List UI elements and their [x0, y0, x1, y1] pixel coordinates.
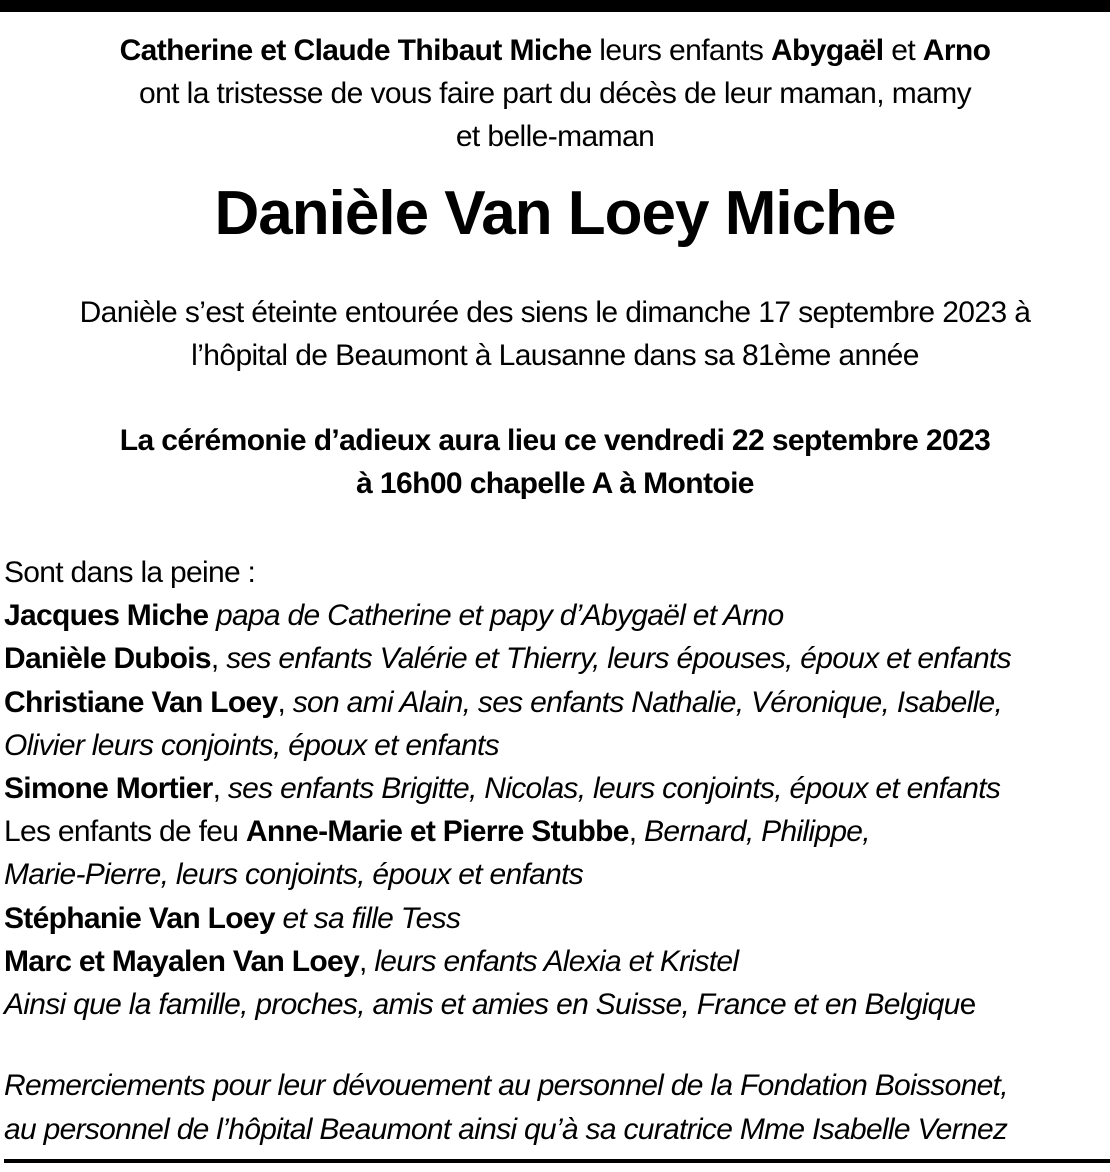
mourner-separator: , [628, 815, 645, 849]
mourner-name: Christiane Van Loey [4, 685, 278, 719]
mourner-entry-continued [4, 724, 1110, 767]
mourner-entry [4, 594, 1110, 637]
ceremony-notice [0, 419, 1110, 505]
mourner-detail: et sa fille Tess [282, 901, 461, 935]
header-names-parents: Catherine et Claude Thibaut Miche [119, 34, 592, 67]
header-name-arno: Arno [922, 34, 991, 67]
ceremony-line-2: à 16h00 chapelle A à Montoie [356, 467, 754, 500]
top-border-rule [0, 0, 1110, 12]
mourner-entry [4, 767, 1110, 810]
mourner-entry [4, 681, 1110, 724]
death-notice [0, 291, 1110, 377]
mourner-detail: Marie-Pierre, leurs conjoints, époux et enfants [4, 858, 584, 892]
announcement-header [0, 29, 1110, 158]
mourners-closing [4, 983, 1110, 1026]
thanks-section [4, 1064, 1110, 1152]
mourner-detail: Bernard, Philippe, [644, 815, 870, 849]
mourner-separator: , [359, 944, 375, 978]
header-text-children: leurs enfants [591, 34, 771, 67]
mourner-separator: , [212, 771, 228, 805]
header-line-1 [0, 29, 1110, 72]
mourner-detail: ses enfants Valérie et Thierry, leurs épouses, époux et enfants [226, 642, 1011, 676]
mourner-prefix: Les enfants de feu [4, 815, 246, 849]
mourner-entry [4, 810, 1110, 853]
mourner-entry [4, 940, 1110, 983]
ceremony-line-1: La cérémonie d’adieux aura lieu ce vendredi 22 septembre 2023 [119, 424, 991, 457]
mourner-name: Jacques Miche [4, 599, 209, 633]
mourner-name: Simone Mortier [4, 771, 213, 805]
header-line-3: et belle-maman [455, 120, 655, 153]
mourner-separator: , [277, 685, 293, 719]
thanks-line-2: au personnel de l’hôpital Beaumont ainsi qu’à sa curatrice Mme Isabelle Vernez [4, 1113, 1008, 1146]
mourner-entry [4, 637, 1110, 680]
death-notice-line-2: l’hôpital de Beaumont à Lausanne dans sa 81ème année [191, 339, 919, 372]
header-name-abygael: Abygaël [770, 34, 884, 67]
mourner-detail: Olivier leurs conjoints, époux et enfants [4, 728, 499, 762]
mourner-detail: papa de Catherine et papy d’Abygaël et Arno [215, 599, 784, 633]
mourner-entry [4, 897, 1110, 940]
mourner-detail: ses enfants Brigitte, Nicolas, leurs conjoints, époux et enfants [227, 771, 1001, 805]
mourner-name: Danièle Dubois [4, 642, 211, 676]
mourners-list [4, 551, 1110, 1026]
mourner-entry-continued [4, 853, 1110, 896]
mourner-separator [208, 599, 216, 632]
mourner-name: Anne-Marie et Pierre Stubbe [245, 815, 629, 849]
mourner-name: Marc et Mayalen Van Loey [4, 944, 360, 978]
deceased-name: Danièle Van Loey Miche [214, 179, 896, 248]
mourner-name: Stéphanie Van Loey [4, 901, 275, 935]
death-notice-line-1: Danièle s’est éteinte entourée des siens le dimanche 17 septembre 2023 à [79, 296, 1031, 329]
bottom-border-rule [4, 1159, 1110, 1163]
header-line-2: ont la tristesse de vous faire part du décès de leur maman, mamy [138, 77, 971, 110]
header-text-and: et [883, 34, 923, 67]
mourner-detail: son ami Alain, ses enfants Nathalie, Véronique, Isabelle, [292, 685, 1003, 719]
thanks-line-1: Remerciements pour leur dévouement au personnel de la Fondation Boissonet, [4, 1069, 1008, 1102]
closing-text: Ainsi que la famille, proches, amis et amies en Suisse, France et en Belgiqu [4, 987, 960, 1021]
mourner-detail: leurs enfants Alexia et Kristel [374, 944, 739, 978]
mourners-intro: Sont dans la peine : [4, 556, 256, 589]
mourner-separator: , [210, 642, 227, 676]
closing-text-end: e [959, 987, 976, 1021]
